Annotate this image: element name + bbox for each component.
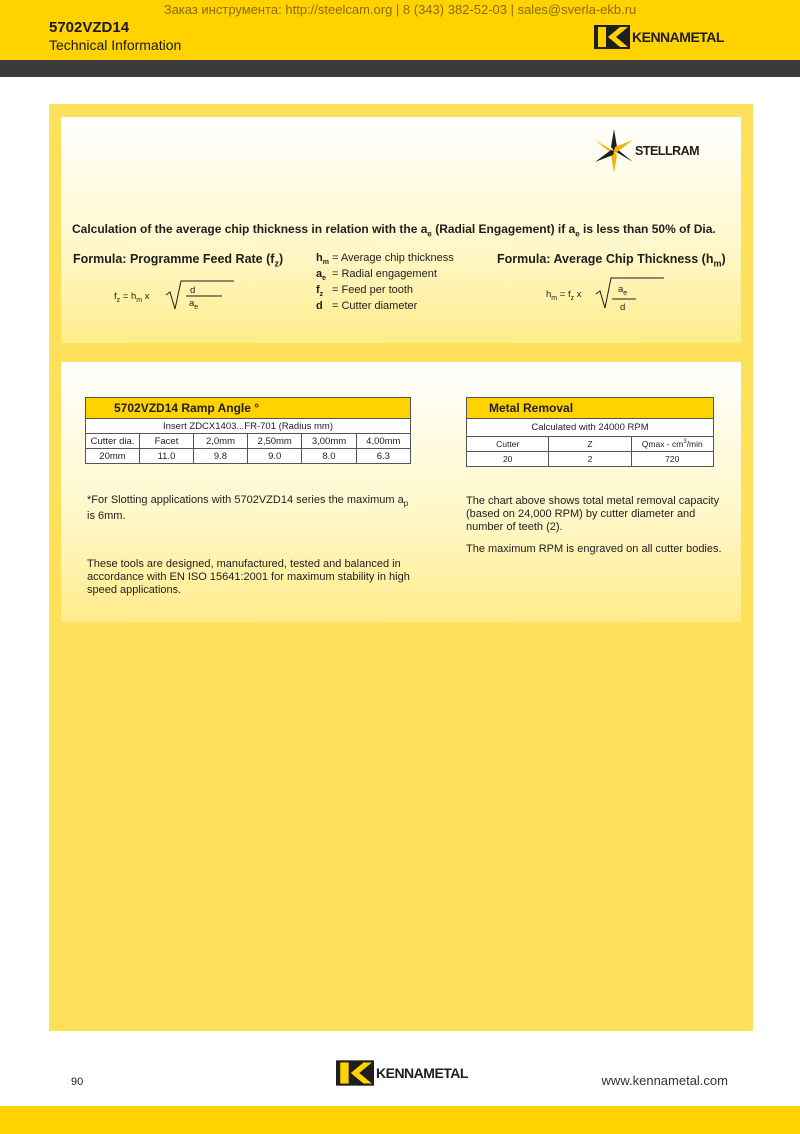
stellram-star-icon (594, 128, 634, 174)
feed-sqrt-icon (164, 278, 236, 312)
legend-hm: $h_m$ = Average chip thickness (316, 252, 454, 267)
ramp-table-header-row: Cutter dia. Facet 2,0mm 2,50mm 3,00mm 4,00mm (86, 434, 411, 449)
rpm-note: The maximum RPM is engraved on all cutter bodies. (466, 543, 722, 555)
metal-removal-table (466, 397, 714, 467)
feed-denominator: $a_e$ (189, 298, 199, 311)
legend-ae: $a_e$ = Radial engagement (316, 268, 437, 283)
feed-numerator: d (190, 285, 196, 296)
stellram-wordmark: STELLRAM (635, 144, 700, 158)
feed-formula-lhs: $f_z = h_m$ x (114, 291, 150, 304)
page-number: 90 (71, 1076, 84, 1088)
qmax-header: Qmax - $cm^3/\min$ (631, 437, 713, 452)
metal-table-header-row: Cutter Z Qmax - $cm^3/\min$ (467, 437, 714, 452)
legend-d: d = Cutter diameter (316, 300, 418, 312)
ramp-table-insert: Insert ZDCX1403...FR-701 (Radius mm) (86, 419, 411, 434)
chip-denominator: d (620, 302, 626, 313)
kennametal-k-icon (336, 1060, 374, 1086)
stellram-logo (594, 128, 699, 174)
chip-numerator: $a_e$ (618, 284, 628, 297)
ramp-angle-table (85, 397, 411, 464)
slotting-note: *For Slotting applications with 5702VZD14 series the maximum $a_p$ is 6mm. (87, 494, 409, 523)
metal-chart-note: The chart above shows total metal removal capacity (based on 24,000 RPM) by cutter diameter and number of teeth (2). (466, 495, 720, 533)
metal-table-subtitle: Calculated with 24000 RPM (467, 419, 714, 437)
feed-formula-title: Formula: Programme Feed Rate $(f_z)$ (73, 252, 284, 269)
chip-formula-lhs: $h_m = f_z$ x (546, 289, 582, 302)
contact-line: Заказ инструмента: http://steelcam.org | 8 (343) 382-52-03 | sales@sverla-ekb.ru (163, 2, 637, 17)
kennametal-logo-header (594, 25, 724, 49)
table-row: 20mm 11.0 9.8 9.0 8.0 6.3 (86, 449, 411, 464)
doc-subtitle: Technical Information (49, 37, 182, 53)
doc-title: 5702VZD14 (49, 19, 130, 36)
footer-bar (0, 1106, 800, 1134)
calc-intro: Calculation of the average chip thickness in relation with the $a_e$ (Radial Engagement) if $a_e$ is less than 50% of Dia. (72, 222, 716, 239)
iso-note: These tools are designed, manufactured, tested and balanced in accordance with EN ISO 15641:2001 for maximum stability in high speed applications. (87, 558, 410, 596)
symbol-legend (316, 252, 454, 316)
kennametal-wordmark: KENNAMETAL (632, 29, 724, 45)
metal-table-title: Metal Removal (467, 398, 714, 419)
kennametal-logo-footer (336, 1060, 468, 1086)
footer-url[interactable]: www.kennametal.com (601, 1073, 728, 1088)
kennametal-k-icon (594, 25, 630, 49)
table-row: 20 2 720 (467, 452, 714, 467)
legend-fz: $f_z$ = Feed per tooth (316, 284, 414, 299)
ramp-table-title: 5702VZD14 Ramp Angle ° (86, 398, 411, 419)
chip-formula-title: Formula: Average Chip Thickness $(h_m)$ (497, 252, 726, 269)
kennametal-wordmark: KENNAMETAL (376, 1065, 468, 1081)
header-dark-bar (0, 60, 800, 77)
chip-sqrt-icon (594, 275, 666, 311)
